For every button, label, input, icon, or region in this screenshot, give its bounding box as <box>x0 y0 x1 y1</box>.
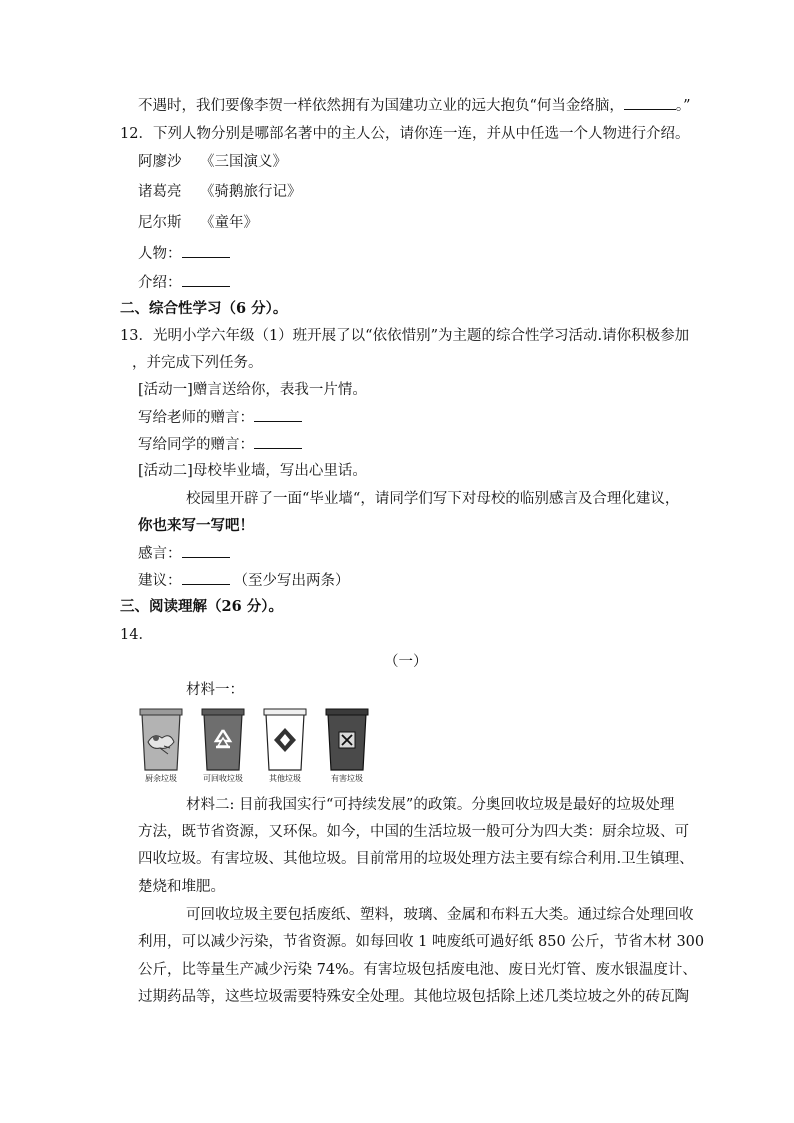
question-14: 14． <box>120 627 153 643</box>
teacher-blank[interactable] <box>254 407 302 422</box>
suggestion-blank[interactable] <box>182 570 230 585</box>
feelings-field <box>138 543 230 564</box>
intro-blank[interactable] <box>182 272 230 287</box>
q12-person-2: 诸葛亮 <box>138 184 182 200</box>
material-2-line-1: 材料二: 目前我国实行“可持续发展”的政策。分奥回收垃圾是最好的垃圾处理 <box>186 797 675 813</box>
person-label: 人物： <box>138 246 182 262</box>
bin-label: 可回收垃圾 <box>203 774 243 783</box>
feelings-blank[interactable] <box>182 543 230 558</box>
other-waste-icon <box>262 706 308 772</box>
q12-person-field <box>138 243 230 264</box>
suggestion-field <box>138 570 350 591</box>
bin-hazardous <box>324 706 370 786</box>
teacher-message-field <box>138 407 302 428</box>
paragraph-2-line-2: 利用，可以减少污染，节省资源。如每回收 1 吨废纸可過好纸 850 公斤，节省木材 300 <box>138 934 705 950</box>
question-13-cont: ，并完成下列任务。 <box>132 355 263 371</box>
material-2-line-4: 楚烧和堆肥。 <box>138 879 225 895</box>
section-2-heading: 二、综合性学习（6 分）。 <box>120 300 288 317</box>
classmate-blank[interactable] <box>254 434 302 449</box>
activity-2: [活动二]母校毕业墙，写出心里话。 <box>138 463 367 479</box>
activity-1: [活动一]赠言送给你，表我一片情。 <box>138 382 367 398</box>
question-12: 12．下列人物分别是哪部名著中的主人公，请你连一连，并从中任选一个人物进行介绍。 <box>120 126 690 142</box>
q12-book-1: 《三国演义》 <box>200 154 287 170</box>
feelings-label: 感言： <box>138 546 182 562</box>
q12-person-3: 尼尔斯 <box>138 215 182 231</box>
teacher-label: 写给老师的赠言： <box>138 410 254 426</box>
paragraph-2-line-3: 公斤，比等量生产减少污染 74%。有害垃圾包括废电池、废日光灯管、废水银温度计、 <box>138 962 697 978</box>
bin-recyclable <box>200 706 246 786</box>
continued-sentence: 不遇时，我们要像李贺一样依然拥有为国建功立业的远大抱负“何当金络脑， <box>138 98 624 114</box>
bin-label: 厨余垃圾 <box>145 774 177 783</box>
question-13: 13．光明小学六年级（1）班开展了以“依依惜别”为主题的综合性学习活动.请你积极参加 <box>120 328 690 344</box>
bin-food-waste <box>138 706 184 786</box>
answer-blank[interactable] <box>624 95 676 110</box>
part-1-heading: （一） <box>384 654 428 670</box>
wall-paragraph-1: 校园里开辟了一面“毕业墙“，请同学们写下对母校的临别感言及合理化建议， <box>186 491 680 507</box>
q12-intro-field <box>138 272 230 293</box>
classmate-label: 写给同学的赠言： <box>138 437 254 453</box>
section-3-heading: 三、阅读理解（26 分）。 <box>120 598 283 615</box>
quote-close: 。” <box>675 98 691 114</box>
material-2-line-2: 方法，既节省资源，又环保。如今，中国的生活垃圾一般可分为四大类：厨余垃圾、可 <box>138 824 689 840</box>
wall-paragraph-2: 你也来写一写吧！ <box>138 517 254 534</box>
material-1-label: 材料一： <box>186 682 244 698</box>
bin-other <box>262 706 308 786</box>
suggestion-note: （至少写出两条） <box>233 573 350 589</box>
material-2-line-3: 四收垃圾。有害垃圾、其他垃圾。目前常用的垃圾处理方法主要有综合利用.卫生镇理、 <box>138 851 694 867</box>
classmate-message-field <box>138 434 302 455</box>
person-blank[interactable] <box>182 243 230 258</box>
food-waste-icon <box>138 706 184 772</box>
bin-label: 有害垃圾 <box>331 774 363 783</box>
paragraph-2-line-4: 过期药品等，这些垃圾需要特殊安全处理。其他垃圾包括除上述几类垃坡之外的砖瓦陶 <box>138 989 689 1005</box>
intro-label: 介绍： <box>138 275 182 291</box>
q12-book-3: 《童年》 <box>200 215 258 231</box>
recycle-icon <box>200 706 246 772</box>
bin-label: 其他垃圾 <box>269 774 301 783</box>
paragraph-2-line-1: 可回收垃圾主要包括废纸、塑料，玻璃、金属和布料五大类。通过综合处理回收 <box>186 907 694 923</box>
text-line <box>138 95 691 116</box>
garbage-bins-figure <box>138 706 370 786</box>
suggestion-label: 建议： <box>138 573 182 589</box>
hazardous-icon <box>324 706 370 772</box>
q12-book-2: 《骑鹅旅行记》 <box>200 184 302 200</box>
q12-person-1: 阿廖沙 <box>138 154 182 170</box>
